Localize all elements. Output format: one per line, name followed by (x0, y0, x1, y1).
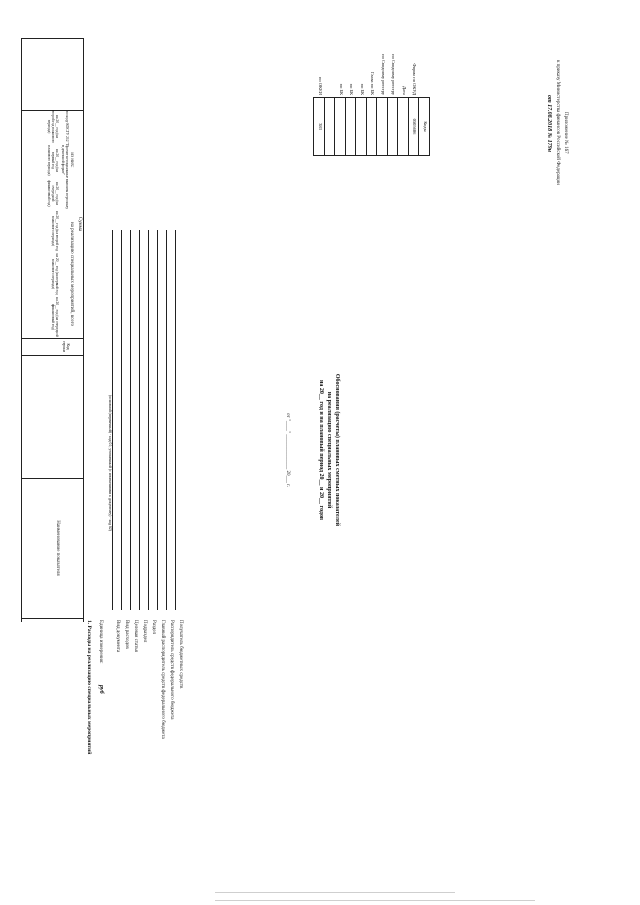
field-label: Вид документа (115, 620, 120, 653)
codes-value (367, 98, 378, 156)
col-header-total: на реализацию специальных мероприятий, всего (69, 221, 74, 326)
codes-header: Коды (419, 98, 430, 156)
unit-label: Единица измерения: (98, 620, 103, 664)
field-label: Вид расходов (124, 620, 129, 649)
col-header-year: на 20__ год (на второй год планового периода) (47, 110, 59, 143)
order-reference: к приказу Министерства финансов Российской Федерации (555, 60, 560, 185)
col-header-year: на 20__ год (на первый год планового периода) (47, 145, 59, 176)
col-header-year: на 20__ год (на очередной финансовый год) (47, 180, 59, 207)
field-label: Распорядитель средств федерального бюджета (169, 620, 174, 720)
doc-type-hint: (основной (первичный) - код 01; уточненный (с изменениями к документу) - код 02) (108, 395, 112, 531)
codes-label: по БК (349, 83, 355, 96)
form-title: Обоснования (расчеты) плановых сметных показателей (334, 373, 340, 527)
form-subtitle: на реализацию специальных мероприятий (326, 391, 332, 509)
codes-label: по Сводному реестру (380, 54, 386, 96)
field-underline (148, 230, 149, 610)
codes-label: по Сводному реестру (391, 54, 397, 96)
unit-value: руб (98, 685, 104, 694)
codes-label: Форма по ОКУД (412, 63, 418, 96)
codes-label: по БК (359, 83, 365, 96)
form-period: на 20__ год и на плановый период 20__ и 20__ годов (318, 379, 324, 521)
field-underline (166, 230, 167, 610)
appendix-number: Приложение № 167 (563, 112, 568, 154)
field-underline (121, 230, 122, 610)
okei-code: 383 (314, 98, 325, 156)
field-label: Целевая статья (133, 620, 138, 652)
field-underline (139, 230, 140, 610)
field-underline (157, 230, 158, 610)
col-header-subgroup: из них: (69, 152, 74, 168)
field-label: Главный распорядитель средств федерального бюджета (160, 620, 165, 739)
field-label: Раздел (151, 620, 156, 635)
col-header-sum: Сумма (77, 216, 82, 232)
col-header-year: на 20__ год (на первый год планового периода) (51, 253, 59, 295)
codes-value (388, 98, 399, 156)
form-date: от "____" ______________ 20___ г. (285, 413, 290, 487)
field-underline (175, 230, 176, 610)
col-header-code: Код строки (61, 340, 70, 353)
field-underline (130, 230, 131, 610)
codes-label: Глава по БК (370, 71, 376, 96)
codes-value (398, 98, 409, 156)
col-header-year: на 20__ год (на второй год планового периода) (51, 210, 59, 252)
field-label: Получатель бюджетных средств (178, 620, 183, 689)
codes-value (377, 98, 388, 156)
codes-label: по ОКЕИ (317, 76, 323, 96)
col-header-subdesc: по коду КОСГУ 212 "Прочие несоциальные выплаты персоналу в денежной форме" (61, 110, 69, 210)
col-header-year: на 20__ год (на очередной финансовый год) (51, 297, 59, 337)
section1-title: 1. Расходы на реализацию специальных мероприятий (86, 620, 92, 755)
col-header-name: Наименование показателя (55, 520, 60, 576)
order-date: от 17.08.2018 № 179н (546, 95, 552, 152)
section1-grid (255, 40, 365, 605)
field-underline (112, 230, 113, 610)
okud-code: 0505606 (409, 98, 420, 156)
codes-label: по БК (338, 83, 344, 96)
field-label: Подраздел (142, 620, 147, 643)
codes-label: Дата (401, 86, 407, 96)
